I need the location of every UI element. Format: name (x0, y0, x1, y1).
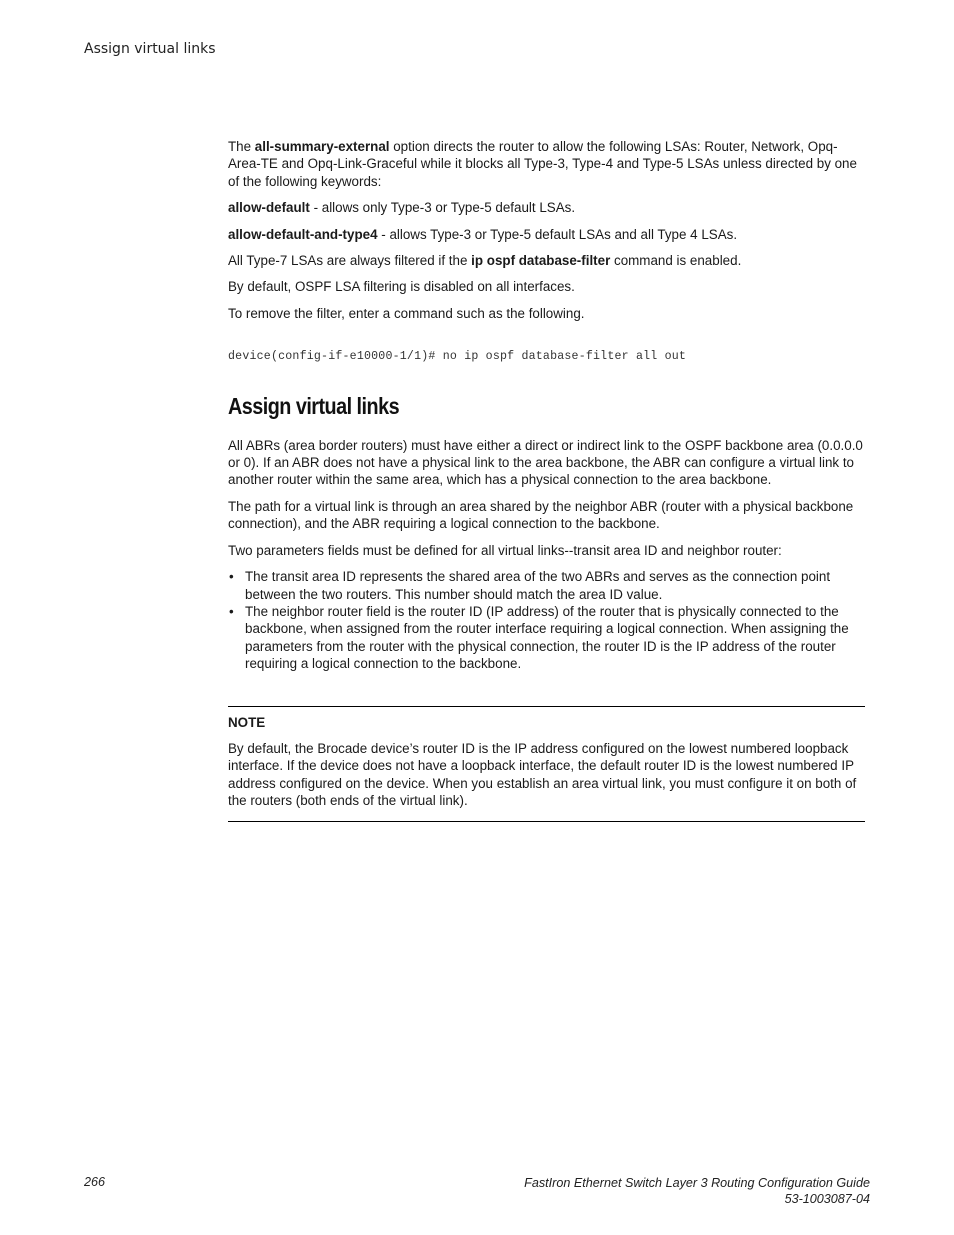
note-box (228, 706, 865, 822)
type7-paragraph: All Type-7 LSAs are always filtered if the ip ospf database-filter command is enabled. (228, 253, 742, 269)
intro-paragraph-all-summary-external: The all-summary-external option directs the router to allow the following LSAs: Router, Network, Opq-Area-TE and Opq-Link-Graceful while it blocks all Type-3, Type-4 and Type-5 LSAs unless directed by one of the following keywords: (228, 139, 857, 189)
doc-number: 53-1003087-04 (784, 1192, 870, 1206)
list-item: • The neighbor router field is the router ID (IP address) of the router that is physically connected to the backbone, when assigned from the router interface requiring a logical connection. When assigning the parameters from the router with the physical connection, the router ID is the IP address of the router requiring a logical connection to the backbone. (229, 603, 849, 672)
parameters-list (228, 568, 865, 672)
page-content (228, 138, 865, 822)
command-ip-ospf-database-filter: ip ospf database-filter (471, 253, 611, 269)
code-example: device(config-if-e10000-1/1)# no ip ospf database-filter all out (228, 350, 687, 364)
guide-title: FastIron Ethernet Switch Layer 3 Routing Configuration Guide (524, 1176, 870, 1190)
remove-filter-paragraph: To remove the filter, enter a command such as the following. (228, 305, 585, 321)
bullet-icon: • (229, 603, 234, 619)
footer-info (524, 1175, 870, 1207)
section-title: Assign virtual links (228, 392, 400, 419)
keyword-allow-default-and-type4-paragraph: allow-default-and-type4 - allows Type-3 or Type-5 default LSAs and all Type 4 LSAs. (228, 226, 738, 242)
default-filtering-paragraph: By default, OSPF LSA filtering is disabled on all interfaces. (228, 279, 575, 295)
list-item: • The transit area ID represents the shared area of the two ABRs and serves as the connection point between the two routers. This number should match the area ID value. (229, 569, 831, 602)
page-number: 266 (84, 1175, 106, 1189)
keyword-all-summary-external: all-summary-external (254, 139, 390, 154)
keyword-allow-default: allow-default (228, 200, 310, 216)
path-paragraph: The path for a virtual link is through an area shared by the neighbor ABR (router with a physical backbone connection), and the ABR requiring a logical connection to the backbone. (228, 498, 854, 532)
parameters-paragraph: Two parameters fields must be defined for all virtual links--transit area ID and neighbor router: (228, 542, 782, 558)
running-header: Assign virtual links (84, 41, 216, 57)
note-body: By default, the Brocade device’s router ID is the IP address configured on the lowest numbered loopback interface. If the device does not have a loopback interface, the default router ID is the lowest numbered IP address configured on the device. When you establish an area virtual link, you must configure it on both of the routers (both ends of the virtual link). (228, 740, 857, 809)
note-title: NOTE (228, 714, 266, 730)
abr-paragraph: All ABRs (area border routers) must have either a direct or indirect link to the OSPF backbone area (0.0.0.0 or 0). If an ABR does not have a physical link to the area backbone, the ABR can configure a virtual link to another router within the same area, which has a physical connection to the area backbone. (228, 437, 863, 488)
keyword-allow-default-and-type4: allow-default-and-type4 (228, 226, 378, 242)
keyword-allow-default-paragraph: allow-default - allows only Type-3 or Type-5 default LSAs. (228, 200, 576, 216)
bullet-icon: • (229, 569, 234, 585)
